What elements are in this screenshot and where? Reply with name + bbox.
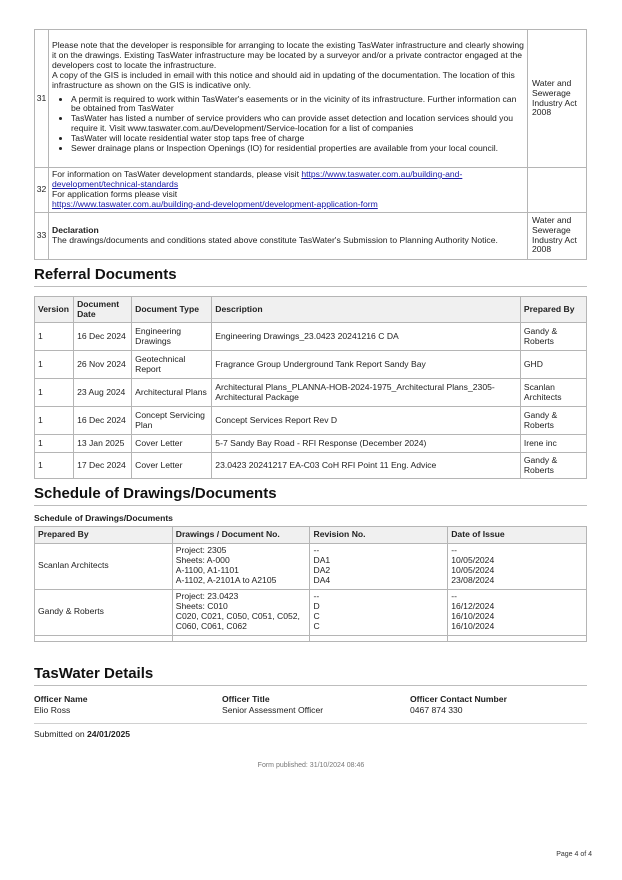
date-cell: 17 Dec 2024 [74, 453, 132, 479]
drawings-cell [172, 543, 310, 589]
revision-line: DA1 [313, 554, 331, 565]
drawing-line: Sheets: A-000 [175, 554, 230, 565]
form-published: Form published: 31/10/2024 08:46 [257, 762, 365, 769]
date-line: 16/10/2024 [451, 620, 495, 631]
condition-row-31 [35, 30, 587, 168]
revision-line: -- [313, 544, 320, 555]
version-cell: 1 [35, 323, 74, 351]
revision-line: DA2 [313, 564, 331, 575]
referral-header-row [35, 297, 587, 323]
drawing-line: Sheets: C010 [175, 600, 228, 611]
prepared-by-cell: Gandy & Roberts [35, 589, 173, 635]
type-cell: Geotechnical Report [132, 351, 212, 379]
details-divider [34, 723, 587, 724]
column-header: Drawings / Document No. [172, 527, 310, 544]
prepared-by-cell: Irene inc [520, 435, 586, 453]
table-row [35, 379, 587, 407]
type-cell: Cover Letter [132, 453, 212, 479]
date-cell [448, 543, 587, 589]
table-row [35, 323, 587, 351]
date-cell: 16 Dec 2024 [74, 407, 132, 435]
column-header: Revision No. [310, 527, 448, 544]
version-cell: 1 [35, 351, 74, 379]
empty-cell [172, 635, 310, 641]
schedule-subheading: Schedule of Drawings/Documents [34, 513, 173, 523]
officer-contact-label: Officer Contact Number [410, 694, 507, 704]
prepared-by-cell: Gandy & Roberts [520, 407, 586, 435]
empty-cell [310, 635, 448, 641]
date-cell: 16 Dec 2024 [74, 323, 132, 351]
description-cell: Fragrance Group Underground Tank Report Sandy Bay [212, 351, 521, 379]
type-cell: Architectural Plans [132, 379, 212, 407]
condition-text-part: For application forms please visit [52, 188, 178, 199]
schedule-header-row [35, 527, 587, 544]
date-cell: 23 Aug 2024 [74, 379, 132, 407]
condition-number: 33 [35, 212, 49, 259]
officer-title: Senior Assessment Officer [222, 705, 324, 715]
table-row [35, 543, 587, 589]
empty-row [35, 635, 587, 641]
version-cell: 1 [35, 407, 74, 435]
drawings-cell [172, 589, 310, 635]
page-number: Page 4 of 4 [556, 851, 592, 858]
condition-number: 32 [35, 168, 49, 213]
drawing-line: A-1102, A-2101A to A2105 [175, 574, 277, 585]
version-cell: 1 [35, 453, 74, 479]
description-cell: 5-7 Sandy Bay Road - RFI Response (December 2024) [212, 435, 521, 453]
table-row [35, 435, 587, 453]
officer-title-label: Officer Title [222, 694, 270, 704]
officer-name-label: Officer Name [34, 694, 88, 704]
condition-bullet: • A permit is required to work within TasWater's easements or in the vicinity of its infrastructure. Further information can be obtained from TasWater [71, 95, 524, 115]
type-cell: Cover Letter [132, 435, 212, 453]
revision-cell [310, 543, 448, 589]
condition-authority: Water and Sewerage Industry Act 2008 [528, 212, 587, 259]
revision-cell [310, 589, 448, 635]
description-cell: Concept Services Report Rev D [212, 407, 521, 435]
version-cell: 1 [35, 435, 74, 453]
condition-row-32 [35, 168, 587, 213]
condition-text-part: For information on TasWater development standards, please visit [52, 169, 302, 179]
prepared-by-cell: Scanlan Architects [520, 379, 586, 407]
declaration-text: The drawings/documents and conditions stated above constitute TasWater's Submission to Planning Authority Notice. [52, 234, 498, 245]
declaration-heading: Declaration [52, 224, 99, 235]
prepared-by-cell: Gandy & Roberts [520, 453, 586, 479]
condition-bullet: • Sewer drainage plans or Inspection Openings (IO) for residential properties are available from your local council. [71, 144, 524, 154]
column-header: Version [35, 297, 74, 323]
date-line: 23/08/2024 [451, 574, 495, 585]
date-line: 16/10/2024 [451, 610, 495, 621]
submitted-on [34, 730, 130, 740]
drawing-line: C020, C021, C050, C051, C052, [175, 610, 300, 621]
officer-name: Elio Ross [34, 705, 71, 715]
condition-text [49, 212, 528, 259]
condition-authority: Water and Sewerage Industry Act 2008 [528, 30, 587, 168]
schedule-heading: Schedule of Drawings/Documents [34, 485, 587, 506]
submitted-date: 24/01/2025 [87, 729, 131, 739]
taswater-details-heading: TasWater Details [34, 665, 587, 686]
conditions-table [34, 29, 587, 260]
column-header: Document Type [132, 297, 212, 323]
drawing-line: A-1100, A1-1101 [175, 564, 239, 575]
condition-row-33 [35, 212, 587, 259]
column-header: Prepared By [35, 527, 173, 544]
drawing-line: Project: 2305 [175, 544, 227, 555]
date-line: 10/05/2024 [451, 554, 495, 565]
prepared-by-cell: Gandy & Roberts [520, 323, 586, 351]
drawing-line: Project: 23.0423 [175, 590, 239, 601]
revision-line: -- [313, 590, 320, 601]
submitted-prefix: Submitted on [34, 729, 88, 739]
table-row [35, 351, 587, 379]
revision-line: DA4 [313, 574, 331, 585]
revision-line: D [313, 600, 320, 611]
application-forms-link[interactable]: https://www.taswater.com.au/building-and-development/development-application-form [52, 198, 378, 209]
table-row [35, 407, 587, 435]
type-cell: Concept Servicing Plan [132, 407, 212, 435]
condition-text [49, 168, 528, 213]
version-cell: 1 [35, 379, 74, 407]
revision-line: C [313, 620, 320, 631]
condition-bullet: • TasWater has listed a number of service providers who can provide asset detection and location services should you require it. Visit www.taswater.com.au/Development/Service-location for a list of companies [71, 114, 524, 134]
column-header: Description [212, 297, 521, 323]
condition-authority [528, 168, 587, 213]
drawing-line: C060, C061, C062 [175, 620, 247, 631]
date-cell: 26 Nov 2024 [74, 351, 132, 379]
referral-documents-table [34, 296, 587, 479]
date-line: -- [451, 590, 457, 601]
condition-paragraph: Please note that the developer is responsible for arranging to locate the existing TasWater infrastructure and clearly showing it on the drawings. Existing TasWater infrastructure may be located by a surveyor and/or a private contractor engaged at the developers cost to locate the infrastructure. [52, 40, 524, 70]
table-row [35, 453, 587, 479]
condition-bullet: • TasWater will locate residential water stop taps free of charge [71, 134, 524, 144]
referral-documents-heading: Referral Documents [34, 266, 587, 287]
type-cell: Engineering Drawings [132, 323, 212, 351]
schedule-table [34, 526, 587, 642]
column-header: Date of Issue [448, 527, 587, 544]
empty-cell [448, 635, 587, 641]
table-row [35, 589, 587, 635]
revision-line: C [313, 610, 320, 621]
empty-cell [35, 635, 173, 641]
date-line: -- [451, 544, 457, 555]
date-line: 10/05/2024 [451, 564, 495, 575]
date-cell: 13 Jan 2025 [74, 435, 132, 453]
condition-text [49, 30, 528, 168]
officer-contact: 0467 874 330 [410, 705, 463, 715]
description-cell: Architectural Plans_PLANNA-HOB-2024-1975_Architectural Plans_2305-Architectural Package [212, 379, 521, 407]
date-cell [448, 589, 587, 635]
description-cell: 23.0423 20241217 EA-C03 CoH RFI Point 11 Eng. Advice [212, 453, 521, 479]
condition-bullet-list [52, 95, 524, 154]
date-line: 16/12/2024 [451, 600, 495, 611]
technical-standards-link[interactable]: https://www.taswater.com.au/building-and-development/technical-standards [52, 169, 463, 189]
prepared-by-cell: Scanlan Architects [35, 543, 173, 589]
description-cell: Engineering Drawings_23.0423 20241216 C DA [212, 323, 521, 351]
column-header: Document Date [74, 297, 132, 323]
column-header: Prepared By [520, 297, 586, 323]
prepared-by-cell: GHD [520, 351, 586, 379]
condition-paragraph: A copy of the GIS is included in email with this notice and should aid in updating of the documentation. The location of this infrastructure as shown on the GIS is indicative only. [52, 69, 515, 90]
condition-number: 31 [35, 30, 49, 168]
